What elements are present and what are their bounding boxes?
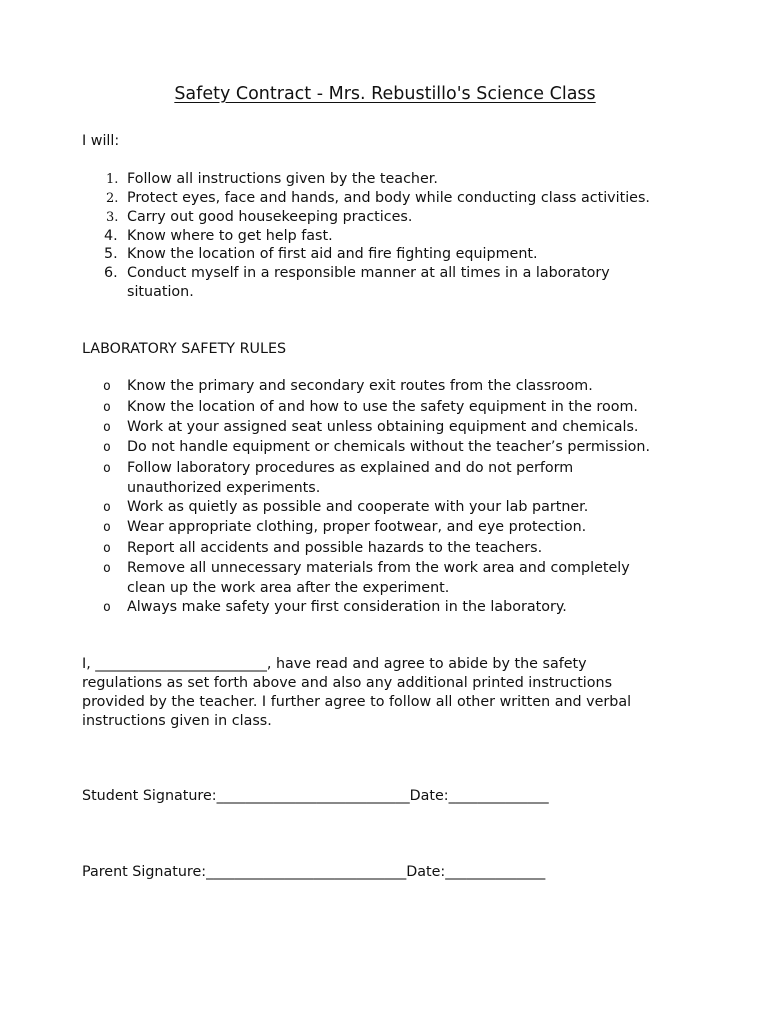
pledge-item: Conduct myself in a responsible manner at all times in a laboratory xyxy=(127,265,610,281)
parent-signature-line[interactable]: Parent Signature:____________________________Date:______________ xyxy=(82,864,546,880)
bullet-icon: o xyxy=(103,561,111,576)
pledge-item: Know the location of first aid and fire fighting equipment. xyxy=(127,246,538,262)
rule-item: Know the location of and how to use the safety equipment in the room. xyxy=(127,399,638,415)
agreement-text: I, ________________________, have read and agree to abide by the safety xyxy=(82,656,587,672)
agreement-text: instructions given in class. xyxy=(82,713,272,729)
rule-item: Wear appropriate clothing, proper footwear, and eye protection. xyxy=(127,519,587,535)
bullet-icon: o xyxy=(103,400,111,415)
bullet-icon: o xyxy=(103,461,111,476)
agreement-text: regulations as set forth above and also any additional printed instructions xyxy=(82,675,613,691)
pledge-number: 2. xyxy=(106,191,119,206)
bullet-icon: o xyxy=(103,440,111,455)
pledge-number: 5. xyxy=(104,246,118,262)
pledge-item: Follow all instructions given by the teacher. xyxy=(127,171,438,187)
pledge-number: 4. xyxy=(104,228,118,244)
rule-item: Work at your assigned seat unless obtaining equipment and chemicals. xyxy=(127,419,639,435)
agreement-text: provided by the teacher. I further agree to follow all other written and verbal xyxy=(82,694,632,710)
bullet-icon: o xyxy=(103,520,111,535)
bullet-icon: o xyxy=(103,420,111,435)
pledge-item: Know where to get help fast. xyxy=(127,228,333,244)
rule-item-continuation: clean up the work area after the experiment. xyxy=(127,580,450,596)
bullet-icon: o xyxy=(103,379,111,394)
pledge-item: Carry out good housekeeping practices. xyxy=(127,209,413,225)
bullet-icon: o xyxy=(103,600,111,615)
pledge-item: Protect eyes, face and hands, and body while conducting class activities. xyxy=(127,190,650,206)
pledge-number: 1. xyxy=(106,172,119,187)
rule-item-continuation: unauthorized experiments. xyxy=(127,480,321,496)
student-signature-line[interactable]: Student Signature:___________________________Date:______________ xyxy=(82,788,549,804)
pledge-item-continuation: situation. xyxy=(127,284,194,300)
rule-item: Remove all unnecessary materials from the work area and completely xyxy=(127,560,630,576)
rule-item: Work as quietly as possible and cooperate with your lab partner. xyxy=(127,499,589,515)
rule-item: Know the primary and secondary exit routes from the classroom. xyxy=(127,378,593,394)
bullet-icon: o xyxy=(103,541,111,556)
pledge-number: 6. xyxy=(104,265,118,281)
rule-item: Always make safety your first consideration in the laboratory. xyxy=(127,599,567,615)
rules-heading: LABORATORY SAFETY RULES xyxy=(82,341,287,357)
rule-item: Do not handle equipment or chemicals without the teacher’s permission. xyxy=(127,439,651,455)
page-title: Safety Contract - Mrs. Rebustillo's Science Class xyxy=(174,84,596,104)
rule-item: Follow laboratory procedures as explained and do not perform xyxy=(127,460,574,476)
bullet-icon: o xyxy=(103,500,111,515)
pledge-number: 3. xyxy=(106,210,119,225)
rule-item: Report all accidents and possible hazards to the teachers. xyxy=(127,540,543,556)
intro-text: I will: xyxy=(82,133,120,149)
